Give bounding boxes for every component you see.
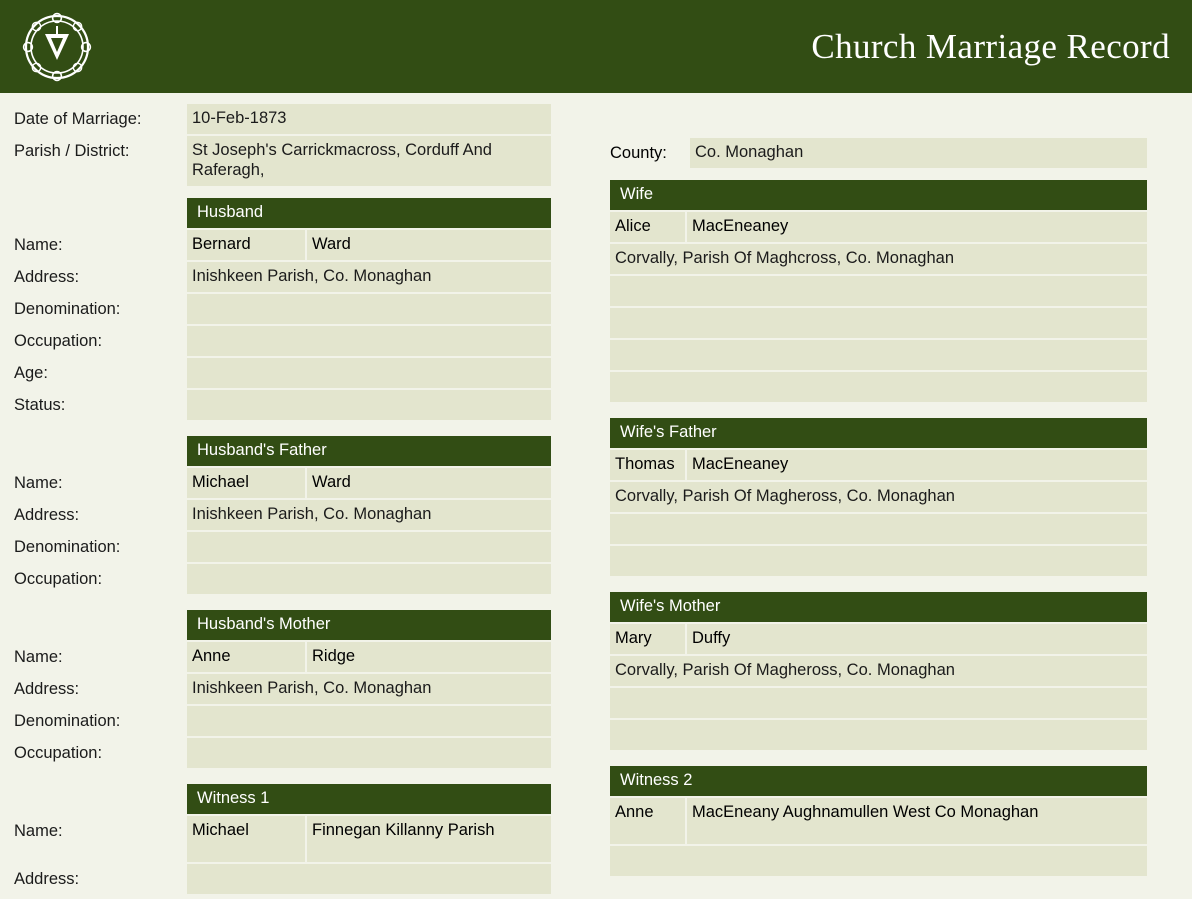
wife-last-name: MacEneaney	[687, 212, 1147, 242]
husband-mother-address-label: Address:	[14, 679, 80, 698]
husband-father-name-row	[14, 468, 551, 498]
witness1-address-row	[14, 864, 551, 894]
wife-section-header-row	[610, 180, 1147, 210]
husband-mother-denomination-row	[14, 706, 551, 736]
wife-occupation-row	[610, 308, 1147, 338]
husband-section-title: Husband	[187, 198, 551, 228]
husband-mother-first-name: Anne	[187, 642, 305, 672]
wife-denomination-row	[610, 276, 1147, 306]
wife-section-title: Wife	[610, 180, 1147, 210]
husband-father-first-name: Michael	[187, 468, 305, 498]
record-sheet	[0, 93, 1192, 896]
right-column-top-spacer	[610, 104, 1147, 138]
witness2-first-name: Anne	[610, 798, 685, 844]
husband-age-row	[14, 358, 551, 388]
county-value: Co. Monaghan	[690, 138, 1147, 168]
husband-mother-name-row	[14, 642, 551, 672]
husband-name-label: Name:	[14, 235, 63, 254]
wife-mother-occupation-row	[610, 720, 1147, 750]
witness1-section-header-row	[14, 784, 551, 814]
witness2-section-header-row	[610, 766, 1147, 796]
wife-mother-address-row	[610, 656, 1147, 686]
witness1-name-label: Name:	[14, 821, 63, 840]
husband-occupation-value	[187, 326, 551, 356]
husband-mother-denomination-label: Denomination:	[14, 711, 121, 730]
wife-occupation-value	[610, 308, 1147, 338]
wife-mother-last-name: Duffy	[687, 624, 1147, 654]
husband-father-section-title: Husband's Father	[187, 436, 551, 466]
husband-address-row	[14, 262, 551, 292]
husband-father-denomination-label: Denomination:	[14, 537, 121, 556]
husband-mother-denomination-value	[187, 706, 551, 736]
date-of-marriage-row	[14, 104, 551, 134]
page-header	[0, 0, 1192, 93]
wife-father-section-title: Wife's Father	[610, 418, 1147, 448]
husband-father-occupation-label: Occupation:	[14, 569, 103, 588]
husband-mother-address-value: Inishkeen Parish, Co. Monaghan	[187, 674, 551, 704]
husband-father-occupation-value	[187, 564, 551, 594]
right-column	[610, 104, 1147, 896]
husband-mother-occupation-label: Occupation:	[14, 743, 103, 762]
husband-mother-name-label: Name:	[14, 647, 63, 666]
wife-address-value: Corvally, Parish Of Maghcross, Co. Monaghan	[610, 244, 1147, 274]
wife-mother-denomination-value	[610, 688, 1147, 718]
husband-mother-section-title: Husband's Mother	[187, 610, 551, 640]
witness2-name-row	[610, 798, 1147, 844]
husband-status-row	[14, 390, 551, 420]
witness2-address-value	[610, 846, 1147, 876]
husband-mother-occupation-value	[187, 738, 551, 768]
wife-father-denomination-row	[610, 514, 1147, 544]
wife-mother-occupation-value	[610, 720, 1147, 750]
county-label: County:	[610, 144, 667, 162]
wife-father-first-name: Thomas	[610, 450, 685, 480]
wife-age-row	[610, 340, 1147, 370]
witness2-address-row	[610, 846, 1147, 876]
wife-mother-denomination-row	[610, 688, 1147, 718]
celtic-knot-crest-icon	[22, 12, 92, 82]
wife-first-name: Alice	[610, 212, 685, 242]
husband-mother-last-name: Ridge	[307, 642, 551, 672]
husband-first-name: Bernard	[187, 230, 305, 260]
husband-status-value	[187, 390, 551, 420]
husband-denomination-label: Denomination:	[14, 299, 121, 318]
husband-mother-section-header-row	[14, 610, 551, 640]
wife-father-denomination-value	[610, 514, 1147, 544]
husband-section-header-row	[14, 198, 551, 228]
wife-address-row	[610, 244, 1147, 274]
wife-name-row	[610, 212, 1147, 242]
husband-denomination-value	[187, 294, 551, 324]
husband-mother-occupation-row	[14, 738, 551, 768]
witness1-address-value	[187, 864, 551, 894]
county-row	[610, 138, 1147, 168]
husband-father-address-value: Inishkeen Parish, Co. Monaghan	[187, 500, 551, 530]
husband-mother-address-row	[14, 674, 551, 704]
wife-age-value	[610, 340, 1147, 370]
left-column	[14, 104, 551, 896]
husband-father-name-label: Name:	[14, 473, 63, 492]
husband-address-value: Inishkeen Parish, Co. Monaghan	[187, 262, 551, 292]
husband-name-row	[14, 230, 551, 260]
wife-father-occupation-row	[610, 546, 1147, 576]
wife-denomination-value	[610, 276, 1147, 306]
husband-father-address-row	[14, 500, 551, 530]
page-title: Church Marriage Record	[811, 26, 1170, 66]
husband-father-section-header-row	[14, 436, 551, 466]
witness1-section-title: Witness 1	[187, 784, 551, 814]
husband-denomination-row	[14, 294, 551, 324]
witness1-last-name: Finnegan Killanny Parish	[307, 816, 551, 862]
wife-mother-first-name: Mary	[610, 624, 685, 654]
husband-address-label: Address:	[14, 267, 80, 286]
parish-district-label: Parish / District:	[14, 142, 130, 160]
husband-occupation-row	[14, 326, 551, 356]
husband-father-occupation-row	[14, 564, 551, 594]
wife-father-name-row	[610, 450, 1147, 480]
wife-mother-section-title: Wife's Mother	[610, 592, 1147, 622]
wife-father-occupation-value	[610, 546, 1147, 576]
husband-age-label: Age:	[14, 363, 48, 382]
date-of-marriage-value: 10-Feb-1873	[187, 104, 551, 134]
husband-last-name: Ward	[307, 230, 551, 260]
witness2-last-name: MacEneany Aughnamullen West Co Monaghan	[687, 798, 1147, 844]
husband-father-address-label: Address:	[14, 505, 80, 524]
wife-father-address-row	[610, 482, 1147, 512]
wife-father-last-name: MacEneaney	[687, 450, 1147, 480]
husband-age-value	[187, 358, 551, 388]
wife-status-value	[610, 372, 1147, 402]
wife-mother-section-header-row	[610, 592, 1147, 622]
wife-father-address-value: Corvally, Parish Of Magheross, Co. Monaghan	[610, 482, 1147, 512]
witness1-first-name: Michael	[187, 816, 305, 862]
wife-status-row	[610, 372, 1147, 402]
wife-father-section-header-row	[610, 418, 1147, 448]
witness1-address-label: Address:	[14, 869, 80, 888]
husband-occupation-label: Occupation:	[14, 331, 103, 350]
date-of-marriage-label: Date of Marriage:	[14, 110, 142, 128]
husband-status-label: Status:	[14, 395, 66, 414]
wife-mother-name-row	[610, 624, 1147, 654]
husband-father-last-name: Ward	[307, 468, 551, 498]
witness1-name-row	[14, 816, 551, 862]
husband-father-denomination-row	[14, 532, 551, 562]
wife-mother-address-value: Corvally, Parish Of Magheross, Co. Monaghan	[610, 656, 1147, 686]
parish-district-row	[14, 136, 551, 186]
husband-father-denomination-value	[187, 532, 551, 562]
parish-district-value: St Joseph's Carrickmacross, Corduff And Raferagh,	[187, 136, 551, 186]
witness2-section-title: Witness 2	[610, 766, 1147, 796]
